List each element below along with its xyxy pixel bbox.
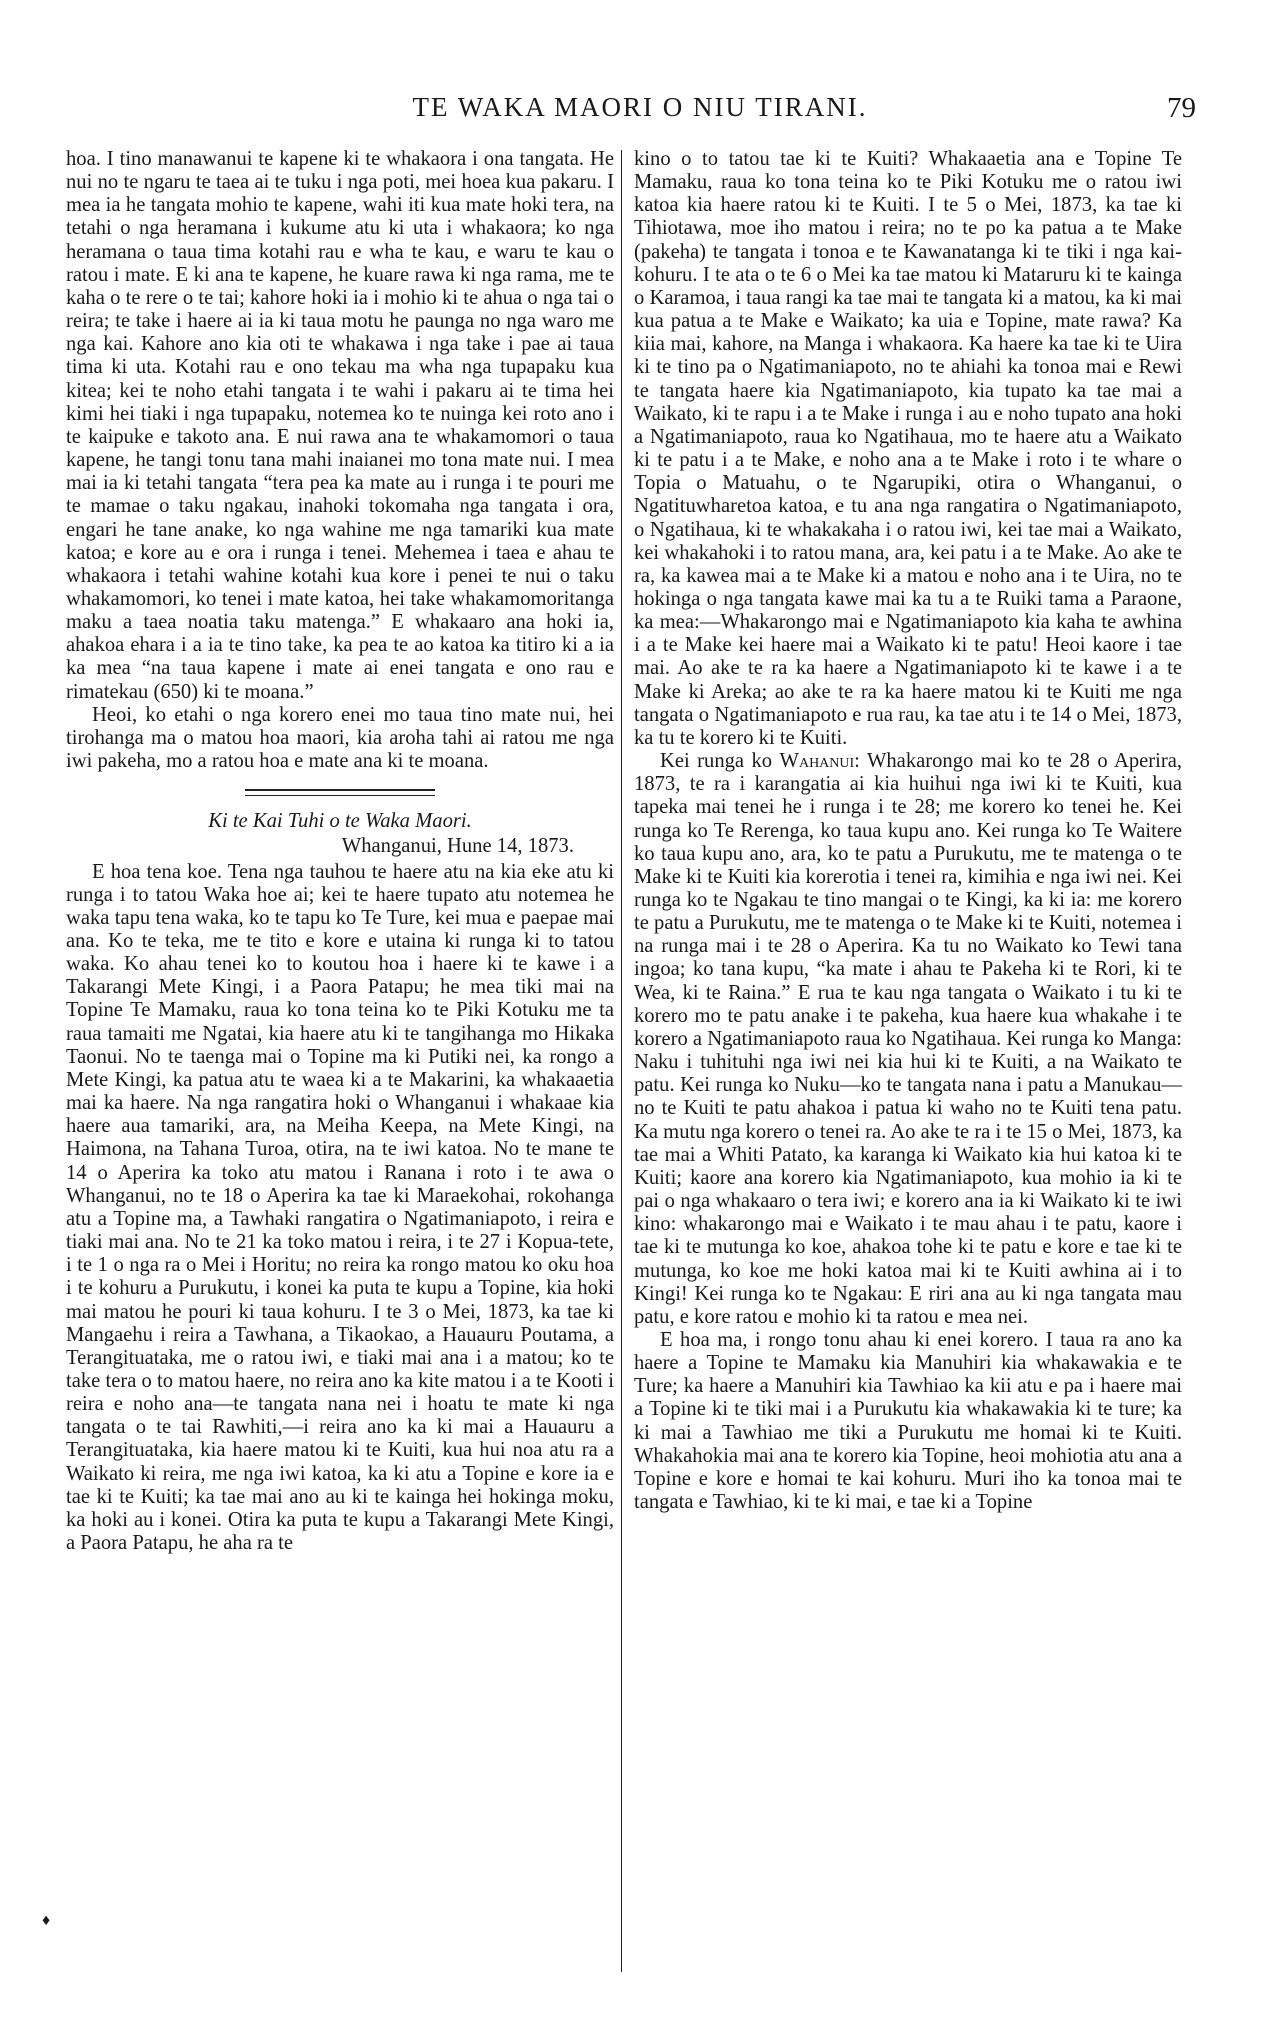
column-divider [621, 150, 622, 1972]
letter-body-paragraph: E hoa tena koe. Tena nga tauhou te haere atu na kia eke atu ki runga i to tatou Waka hoe ai; kei te haere tupato atu notemea he waka tapu tena waka, ko te tapu ko Te Ture, kei mua e paepae mai ana. Ko te teka, me te tito e kore e utaina ki runga ki to tatou waka. Ko ahau tenei ko to koutou hoa i haere ki te kawe i a Takarangi Mete Kingi, i a Paora Patapu; he mea tiki mai na Topine Te Mamaku, raua ko tona teina ko te Piki Kotuku me ta raua tamaiti me Ngatai, kia haere atu ki te tangihanga mo Hikaka Taonui. No te taenga mai o Topine ma ki Putiki nei, ka rongo a Mete Kingi, ka patua atu te waea ki a te Makarini, ka whakaaetia mai ka haere. Na nga rangatira hoki o Whanganui i whakaae kia haere aua tamariki, ara, na Meiha Keepa, na Mete Kingi, na Haimona, na Tahana Turoa, otira, na te iwi katoa. No te mane te 14 o Aperira ka toko atu matou i Ranana i roto i te awa o Whanganui, no te 18 o Aperira ka tae ki Maraekohai, rokohanga atu a Topine ma, a Tawhaki rangatira o Ngatimaniapoto, i reira e tiaki mai ana. No te 21 ka toko matou i reira, i te 27 i Kopua-tete, i te 1 o nga ra o Mei i Horitu; no reira ka rongo matou ko oku hoa i te kohuru a Purukutu, i konei ka puta te kupu a Topine, kia hoki mai matou he pouri ki taua kohuru. I te 3 o Mei, 1873, ka tae ki Mangaehu i reira a Tawhana, a Tikaokao, a Hauauru Poutama, a Terangituataka, me o ratou iwi, e tiaki mai ana i a matou; ko te take tera o to matou haere, no reira ano ka kite matou i a te Kooti i reira e noho ana—te tangata nana nei i hoatu te mate ki nga tangata o te tai Rawhiti,—i reira ano ka ki mai a Hauauru a Terangituataka, kia haere matou ki te Kuiti, kua hui noa atu ra a Waikato ki reira, me nga iwi katoa, ka ki atu a Topine e kore ia e tae ki te Kuiti; ka tae mai ano au ki te kainga hei hokinga moku, ka hoki au i konei. Otira ka puta te kupu a Takarangi Mete Kingi, a Paora Patapu, he aha ra te [66, 860, 614, 1555]
margin-mark: ♦ [42, 1912, 51, 1929]
running-title: TE WAKA MAORI O NIU TIRANI. [412, 92, 868, 122]
letter-heading: Ki te Kai Tuhi o te Waka Maori. [208, 810, 472, 833]
speaker-name: Wahanui [779, 750, 855, 773]
article-continuation-paragraph: hoa. I tino manawanui te kapene ki te whakaora i ona tangata. He nui no te ngaru te taea ai te tuku i nga poti, mei hoea kua pakaru. I mea ia he tangata mohio te kapene, wahi iti kua mate hoki tera, na tetahi o nga heramana i kukume atu ki uta i whakaora; ko nga heramana o taua tima kotahi rau e wha te kau, e waru te kau o ratou i mate. E ki ana te kapene, he kuare rawa ki nga rama, me te kaha o te rere o te tai; kahore hoki ia i mohio ki te ahua o nga tai o reira; te take i haere ai ia ki taua motu he paunga no nga waro me nga kai. Kahore ano kia oti te whakawa i nga take i pae ai taua tima ki uta. Kotahi rau e ono tekau ma wha nga tupapaku kua kitea; kei te noho etahi tangata i te wahi i pakaru ai te tima hei kimi hei tiaki i nga tupapaku, notemea ko te nuinga kei roto ano i te kaipuke e takoto ana. E nui rawa ana te whakamomori o taua kapene, he tangi tonu tana mahi inaianei mo tona mate nui. I mea mai ia ki tetahi tangata “tera pea ka mate au i runga i te pouri me te mamae o taku ngakau, inahoki tokomaha nga tangata i ora, engari he tane anake, ko nga wahine me nga tamariki kua mate katoa; e kore au e ora i runga i tenei. Mehemea i taea e ahau te whakaora i tetahi wahine kotahi kua kore i penei te nui o taku whakamomori, ko tenei i mate katoa, hei take whakamomoritanga maku a taea noatia taku matenga.” E whakaaro ana hoki ia, ahakoa ehara i a ia te tino take, ka pea te ao katoa ka titiro ki a ia ka mea “na taua kapene i mate ai enei tangata e ono rau e rimatekau (650) ki te moana.” [66, 148, 614, 703]
speech-text: : Whakarongo mai ko te 28 o Aperira, 1873, te ra i karangatia ai kia huihui nga iwi ki te Kuiti, kua tapeka mai tenei he i runga i te 28; me korero ko tenei he. Kei runga ko Te Rerenga, ko taua kupu ano. Kei runga ko Te Waitere ko taua kupu ano, ara, ko te patu a Purukutu, me te matenga o te Make ki te Kuiti kia korerotia i tenei ra, kimihia e nga iwi nei. Kei runga ko te Ngakau te tino mangai o te Kingi, ka ki ia: me korero te patu a Purukutu, me te matenga o te Make ki te Kuiti, notemea i na runga mai i te 28 o Aperira. Ka tu no Waikato ko Tewi tana ingoa; ko tana kupu, “ka mate i ahau te Pakeha ki te Rori, ki te Wea, ki te Raina.” E rua te kau nga tangata o Waikato i tu ki te korero mo te patu anake i te pakeha, kua haere kua whakahe i te korero a Ngatimaniapoto raua ko Ngatihaua. Kei runga ko Manga: Naku i tuhituhi nga iwi nei kia hui ki te Kuiti, a na Waikato te patu. Kei runga ko Nuku—ko te tangata nana i patu a Manukau—no te Kuiti te patu ahakoa i patua ki waho no te Kuiti tena patu. Ka mutu nga korero o tenei ra. Ao ake te ra i te 15 o Mei, 1873, ka tae mai a Whiti Patato, ka karanga ki Waikato kia hui katoa ki te Kuiti; kaore ana korero kia Ngatimaniapoto, kua mohio ia ki te pai o nga whakaaro o tera iwi; e korero ana ia ki Waikato ki te iwi kino: whakarongo mai e Waikato i te mau ahau i te patu, kaore i tae ki te mutunga ko koe, ahakoa tohe ki te patu e kore e tae ki te mutunga, ko koe me hoki katoa mai ki te Kuiti awhina ai i to Kingi! Kei runga ko te Ngakau: E riri ana au ki nga tangata mau patu, e kore ratou e mohio ki ta ratou e mea nei. [634, 750, 1183, 1328]
letter-continuation-paragraph: kino o to tatou tae ki te Kuiti? Whakaaetia ana e Topine Te Mamaku, raua ko tona teina ko te Piki Kotuku me o ratou iwi katoa kia haere ratou ki te Kuiti. I te 5 o Mei, 1873, ka tae ki Tihiotawa, moe iho matou i reira; no te po ka patua a te Make (pakeha) te tangata i tonoa e te Kawanatanga ki te tiki i nga kai-kohuru. I te ata o te 6 o Mei ka tae matou ki Mataruru ki te kainga o Karamoa, i taua rangi ka tae mai te tangata ki a matou, ka ki mai kua patua a te Make e Waikato; ka uia e Topine, mate rawa? Ka kiia mai, kahore, na Manga i whakaora. Ka haere ka tae ki te Uira ki te tino pa o Ngatimaniapoto, no te ahiahi ka tonoa mai e Rewi te tangata haere kia Ngatimaniapoto, kia tupato ka tae mai a Waikato, ki te rapu i a te Make i runga i au e noho tupato ana hoki a Ngatimaniapoto, raua ko Ngatihaua, mo te haere atu a Waikato ki te patu i a te Make, e noho ana a te Make i roto i te whare o Topia o Matuahu, o te Ngarupiki, otira o Whanganui, o Ngatituwharetoa katoa, e tu ana nga rangatira o Ngatimaniapoto, o Ngatihaua, ki te whakakaha i o ratou iwi, kei tae mai a Waikato, kei whakahoki i to ratou mana, ara, kei patu i a te Make. Ao ake te ra, ka kawea mai a te Make ki a matou e noho ana i te Uira, no te hokinga o nga tangata kawe mai ka tu a te Ruiki tama a Paraone, ka mea:—Whakarongo mai e Ngatimaniapoto kia kaha te awhina i a te Make kei haere mai a Waikato ki te patu! Heoi kaore i tae mai. Ao ake te ra ka haere a Ngatimaniapoto ki te kawe i a te Make ki Areka; ao ake te ra ka haere matou ki te Kuiti me nga tangata o Ngatimaniapoto e rua rau, ka tae atu i te 14 o Mei, 1873, ka tu te korero ki te Kuiti. [634, 148, 1182, 749]
article-closing-paragraph: Heoi, ko etahi o nga korero enei mo taua tino mate nui, hei tirohanga ma o matou hoa maori, kia aroha tahi ai ratou me nga iwi pakeha, mo a ratou hoa e mate ana ki te moana. [66, 703, 614, 773]
letter-dateline: Whanganui, Hune 14, 1873. [341, 835, 574, 858]
section-separator-rule [245, 789, 435, 796]
page-number: 79 [1167, 92, 1196, 124]
speech-paragraph [634, 750, 1182, 1329]
right-column [634, 148, 1182, 1514]
speech-prefix: Kei runga ko [660, 750, 773, 773]
left-column [66, 148, 614, 1555]
letter-closing-paragraph: E hoa ma, i rongo tonu ahau ki enei korero. I taua ra ano ka haere a Topine te Mamaku kia Manuhiri kia whakawakia e te Ture; ka haere a Manuhiri kia Tawhiao ka kii atu e pa i haere mai a Topine ki te tiki mai i a Purukutu kia whakawakia ki te ture; ka ki mai a Tawhiao me tiki a Purukutu me homai ki te Kuiti. Whakahokia mai ana te korero kia Topine, heoi mohiotia atu ana a Topine e kore e homai te kai kohuru. Muri iho ka tonoa mai te tangata e Tawhiao, ki te ki mai, e tae ki a Topine [634, 1328, 1182, 1514]
